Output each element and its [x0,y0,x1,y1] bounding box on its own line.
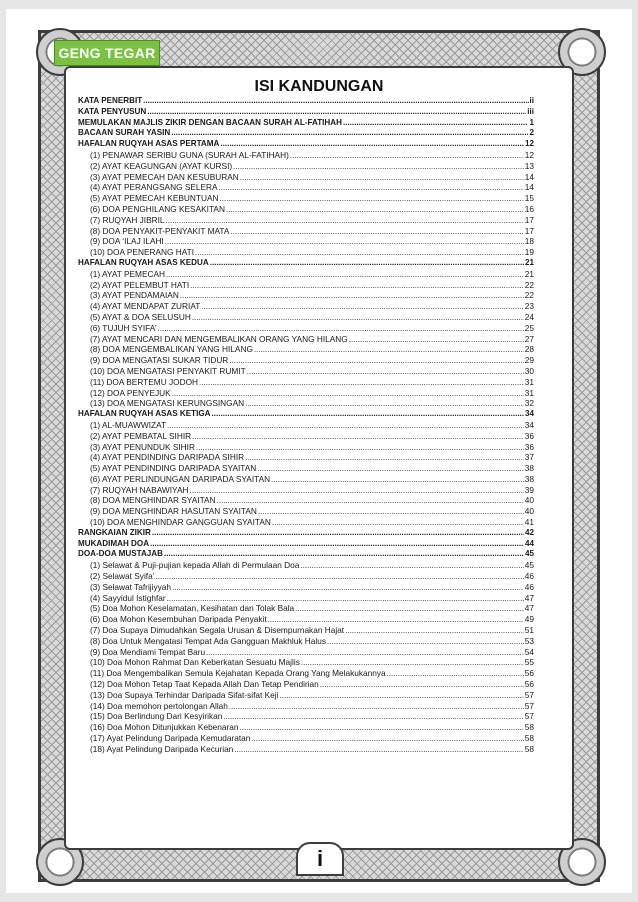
toc-entry-row[interactable] [78,290,534,301]
toc-entry-page: ii [529,96,534,105]
toc-entry-row[interactable] [78,614,534,625]
toc-entry-title: (1) Selawat & Puji-pujian kepada Allah di Permulaan Doa [90,560,300,571]
toc-entry-page: 22 [524,279,534,290]
table-of-contents [78,96,534,755]
toc-entry-page: 42 [524,527,534,537]
toc-entry-page: 58 [524,743,534,754]
toc-entry-page: 38 [524,463,534,474]
toc-entry-row[interactable] [78,582,534,593]
toc-heading-row[interactable] [78,528,534,539]
toc-entry-title: (3) AYAT PENDAMAIAN [90,290,179,301]
toc-entry-title: (1) AYAT PEMECAH [90,268,165,279]
toc-entry-page: 23 [524,301,534,312]
toc-entry-title: (11) Doa Mengembalikan Semula Kejahatan Kepada Orang Yang Melakukannya [90,668,386,679]
toc-entry-row[interactable] [78,269,534,280]
toc-entry-title: (12) DOA PENYEJUK [90,387,171,398]
toc-entry-title: (7) RUQYAH NABAWIYAH [90,484,189,495]
toc-entry-title: KATA PENERBIT [78,96,143,105]
toc-entry-page: 27 [524,333,534,344]
toc-entry-row[interactable] [78,301,534,312]
toc-entry-page: 31 [524,387,534,398]
toc-entry-page: 53 [524,635,534,646]
toc-entry-row[interactable] [78,701,534,712]
toc-entry-page: 19 [524,247,534,258]
toc-entry-page: 49 [524,614,534,625]
toc-entry-title: (5) AYAT PEMECAH KEBUNTUAN [90,193,219,204]
toc-entry-row[interactable] [78,398,534,409]
toc-entry-row[interactable] [78,323,534,334]
toc-entry-title: (16) Doa Mohon Ditunjukkan Kebenaran [90,722,239,733]
dot-leader [143,96,528,107]
toc-entry-page: 21 [524,268,534,279]
toc-entry-row[interactable] [78,431,534,442]
toc-entry-title: (7) RUQYAH JIBRIL [90,214,165,225]
toc-entry-title: HAFALAN RUQYAH ASAS KEDUA [78,257,209,267]
toc-entry-page: 58 [524,722,534,733]
toc-entry-page: 12 [524,139,534,149]
toc-entry-page: 44 [524,538,534,548]
dot-leader [147,107,526,118]
toc-heading-row[interactable] [78,96,534,107]
toc-entry-row[interactable] [78,236,534,247]
toc-entry-page: 47 [524,603,534,614]
toc-entry-title: (3) AYAT PENUNDUK SIHIR [90,441,195,452]
toc-entry-page: 37 [524,452,534,463]
toc-entry-row[interactable] [78,247,534,258]
toc-entry-row[interactable] [78,215,534,226]
toc-entry-row[interactable] [78,182,534,193]
toc-entry-row[interactable] [78,744,534,755]
toc-entry-page: 14 [524,171,534,182]
toc-entry-title: (2) AYAT PELEMBUT HATI [90,279,190,290]
toc-entry-row[interactable] [78,442,534,453]
dot-leader [212,409,524,420]
toc-entry-title: (3) Selawat Tafrijiyyah [90,581,172,592]
toc-entry-row[interactable] [78,603,534,614]
toc-entry-title: (5) Doa Mohon Keselamatan, Kesihatan dan Tolak Bala [90,603,295,614]
toc-entry-title: MUKADIMAH DOA [78,538,150,548]
toc-entry-title: KATA PENYUSUN [78,106,147,116]
toc-entry-page: 14 [524,182,534,193]
dot-leader [220,139,524,150]
toc-entry-title: DOA-DOA MUSTAJAB [78,549,163,559]
toc-entry-row[interactable] [78,150,534,161]
toc-entry-title: (4) AYAT MENDAPAT ZURIAT [90,301,201,312]
toc-entry-title: (18) Ayat Pelindung Daripada Kecurian [90,743,234,754]
toc-entry-page: 36 [524,430,534,441]
toc-entry-page: 36 [524,441,534,452]
toc-entry-page: 39 [524,484,534,495]
toc-entry-row[interactable] [78,366,534,377]
toc-entry-title: (8) DOA PENYAKIT-PENYAKIT MATA [90,225,230,236]
toc-entry-page: 32 [524,398,534,409]
toc-entry-page: 17 [524,225,534,236]
toc-entry-title: (6) TUJUH SYIFA’ [90,322,157,333]
toc-entry-row[interactable] [78,280,534,291]
page-title: ISI KANDUNGAN [254,78,384,95]
toc-entry-row[interactable] [78,690,534,701]
toc-entry-page: 51 [524,625,534,636]
toc-entry-title: (10) DOA PENERANG HATI [90,247,195,258]
publisher-badge: GENG TEGAR [54,40,160,66]
toc-entry-title: HAFALAN RUQYAH ASAS KETIGA [78,409,211,419]
toc-entry-title: (13) DOA MENGATASI KERUNGSINGAN [90,398,245,409]
toc-heading-row[interactable] [78,128,534,139]
toc-entry-title: (13) Doa Supaya Terhindar Daripada Sifat-sifat Keji [90,689,279,700]
toc-entry-row[interactable] [78,733,534,744]
toc-entry-row[interactable] [78,161,534,172]
toc-entry-page: 31 [524,376,534,387]
toc-entry-row[interactable] [78,474,534,485]
toc-entry-row[interactable] [78,420,534,431]
toc-entry-title: (9) DOA MENGHINDAR HASUTAN SYAITAN [90,506,257,517]
toc-heading-row[interactable] [78,107,534,118]
toc-entry-row[interactable] [78,647,534,658]
toc-entry-row[interactable] [78,388,534,399]
toc-entry-title: (10) DOA MENGHINDAR GANGGUAN SYAITAN [90,517,271,528]
toc-entry-row[interactable] [78,657,534,668]
toc-entry-title: (4) AYAT PERANGSANG SELERA [90,182,218,193]
dot-leader [210,258,524,269]
toc-entry-title: (15) Doa Berlindung Dari Kesyirikan [90,711,223,722]
toc-heading-row[interactable] [78,258,534,269]
toc-entry-row[interactable] [78,679,534,690]
toc-entry-page: 46 [524,571,534,582]
toc-entry-title: (2) AYAT KEAGUNGAN (AYAT KURSI) [90,160,233,171]
toc-entry-row[interactable] [78,312,534,323]
toc-heading-row[interactable] [78,409,534,420]
page-number: i [296,842,344,876]
toc-entry-page: 45 [524,549,534,559]
dot-leader [234,744,523,756]
toc-entry-title: (6) DOA PENGHILANG KESAKITAN [90,203,225,214]
toc-entry-page: 34 [524,419,534,430]
toc-heading-row[interactable] [78,118,534,129]
toc-entry-row[interactable] [78,593,534,604]
toc-entry-row[interactable] [78,377,534,388]
toc-entry-page: 12 [524,149,534,160]
toc-entry-title: (10) Doa Mohon Rahmat Dan Keberkatan Sesuatu Majlis [90,657,300,668]
toc-entry-row[interactable] [78,668,534,679]
toc-entry-page: iii [527,106,534,116]
toc-entry-page: 40 [524,495,534,506]
toc-entry-page: 29 [524,355,534,366]
dot-leader [343,118,529,129]
toc-entry-page: 1 [529,117,534,127]
toc-entry-title: (2) Selawat Syifa’ [90,571,155,582]
toc-entry-page: 30 [524,365,534,376]
toc-entry-title: (7) AYAT MENCARI DAN MENGEMBALIKAN ORANG YANG HILANG [90,333,348,344]
toc-entry-row[interactable] [78,636,534,647]
toc-entry-title: (1) AL-MUAWWIZAT [90,419,167,430]
dot-leader [164,549,524,560]
toc-entry-page: 54 [524,646,534,657]
toc-entry-title: (9) DOA ‘ILAJ ILAHI [90,236,164,247]
toc-entry-page: 57 [524,700,534,711]
toc-entry-row[interactable] [78,193,534,204]
toc-entry-page: 38 [524,473,534,484]
toc-entry-title: (3) AYAT PEMECAH DAN KESUBURAN [90,171,239,182]
toc-entry-page: 55 [524,657,534,668]
toc-entry-row[interactable] [78,485,534,496]
toc-entry-title: (8) Doa Untuk Mengatasi Tempat Ada Gangguan Makhluk Halus [90,635,326,646]
toc-entry-page: 16 [524,203,534,214]
toc-entry-row[interactable] [78,172,534,183]
toc-entry-page: 47 [524,592,534,603]
toc-entry-title: (4) AYAT PENDINDING DARIPADA SIHIR [90,452,245,463]
toc-entry-page: 21 [524,257,534,267]
toc-entry-title: (17) Ayat Pelindung Daripada Kemudaratan [90,733,251,744]
toc-entry-page: 57 [524,689,534,700]
toc-entry-page: 34 [524,409,534,419]
toc-entry-title: (11) DOA BERTEMU JODOH [90,376,199,387]
toc-entry-row[interactable] [78,625,534,636]
toc-entry-page: 25 [524,322,534,333]
toc-entry-title: (9) Doa Mendiami Tempat Baru [90,646,206,657]
toc-entry-title: (4) Sayyidul Istighfar [90,592,166,603]
toc-entry-row[interactable] [78,506,534,517]
toc-entry-title: (5) AYAT & DOA SELUSUH [90,311,191,322]
toc-entry-title: RANGKAIAN ZIKIR [78,527,151,537]
toc-entry-row[interactable] [78,722,534,733]
toc-entry-title: (10) DOA MENGATASI PENYAKIT RUMIT [90,365,246,376]
toc-entry-title: (9) DOA MENGATASI SUKAR TIDUR [90,355,229,366]
toc-entry-title: HAFALAN RUQYAH ASAS PERTAMA [78,139,220,149]
toc-entry-row[interactable] [78,517,534,528]
toc-entry-row[interactable] [78,226,534,237]
toc-entry-title: (6) Doa Mohon Kesembuhan Daripada Penyakit [90,614,267,625]
toc-entry-title: (5) AYAT PENDINDING DARIPADA SYAITAN [90,463,257,474]
toc-entry-row[interactable] [78,711,534,722]
dot-leader [152,528,524,539]
toc-entry-row[interactable] [78,463,534,474]
toc-entry-page: 56 [524,679,534,690]
toc-heading-row[interactable] [78,139,534,150]
toc-entry-page: 2 [529,128,534,138]
dot-leader [171,128,528,139]
dot-leader [150,539,524,550]
toc-entry-title: BACAAN SURAH YASIN [78,128,171,138]
toc-entry-title: (8) DOA MENGHINDAR SYAITAN [90,495,216,506]
toc-entry-title: (2) AYAT PEMBATAL SIHIR [90,430,192,441]
toc-entry-row[interactable] [78,334,534,345]
toc-entry-row[interactable] [78,204,534,215]
toc-entry-row[interactable] [78,344,534,355]
toc-entry-title: (7) Doa Supaya Dimudahkan Segala Urusan & Disempurnakan Hajat [90,625,345,636]
toc-entry-title: (14) Doa memohon pertolongan Allah [90,700,228,711]
toc-entry-page: 22 [524,290,534,301]
toc-heading-row[interactable] [78,549,534,560]
toc-entry-row[interactable] [78,452,534,463]
toc-entry-page: 41 [524,517,534,528]
toc-entry-title: (6) AYAT PERLINDUNGAN DARIPADA SYAITAN [90,473,271,484]
toc-entry-title: MEMULAKAN MAJLIS ZIKIR DENGAN BACAAN SURAH AL-FATIHAH [78,117,342,127]
toc-entry-page: 56 [524,668,534,679]
toc-entry-row[interactable] [78,495,534,506]
toc-entry-page: 28 [524,344,534,355]
toc-entry-row[interactable] [78,560,534,571]
toc-entry-page: 24 [524,311,534,322]
toc-entry-page: 58 [524,733,534,744]
toc-entry-title: (12) Doa Mohon Tetap Taat Kepada Allah Dan Tetap Pendirian [90,679,319,690]
toc-entry-page: 13 [524,160,534,171]
toc-entry-page: 15 [524,193,534,204]
toc-entry-page: 46 [524,581,534,592]
toc-heading-row[interactable] [78,539,534,550]
toc-entry-row[interactable] [78,355,534,366]
toc-entry-page: 17 [524,214,534,225]
toc-entry-page: 40 [524,506,534,517]
toc-entry-page: 57 [524,711,534,722]
toc-entry-title: (1) PENAWAR SERIBU GUNA (SURAH AL-FATIHAH) [90,149,289,160]
toc-entry-row[interactable] [78,571,534,582]
toc-entry-title: (8) DOA MENGEMBALIKAN YANG HILANG [90,344,253,355]
toc-entry-page: 18 [524,236,534,247]
toc-entry-page: 45 [524,560,534,571]
